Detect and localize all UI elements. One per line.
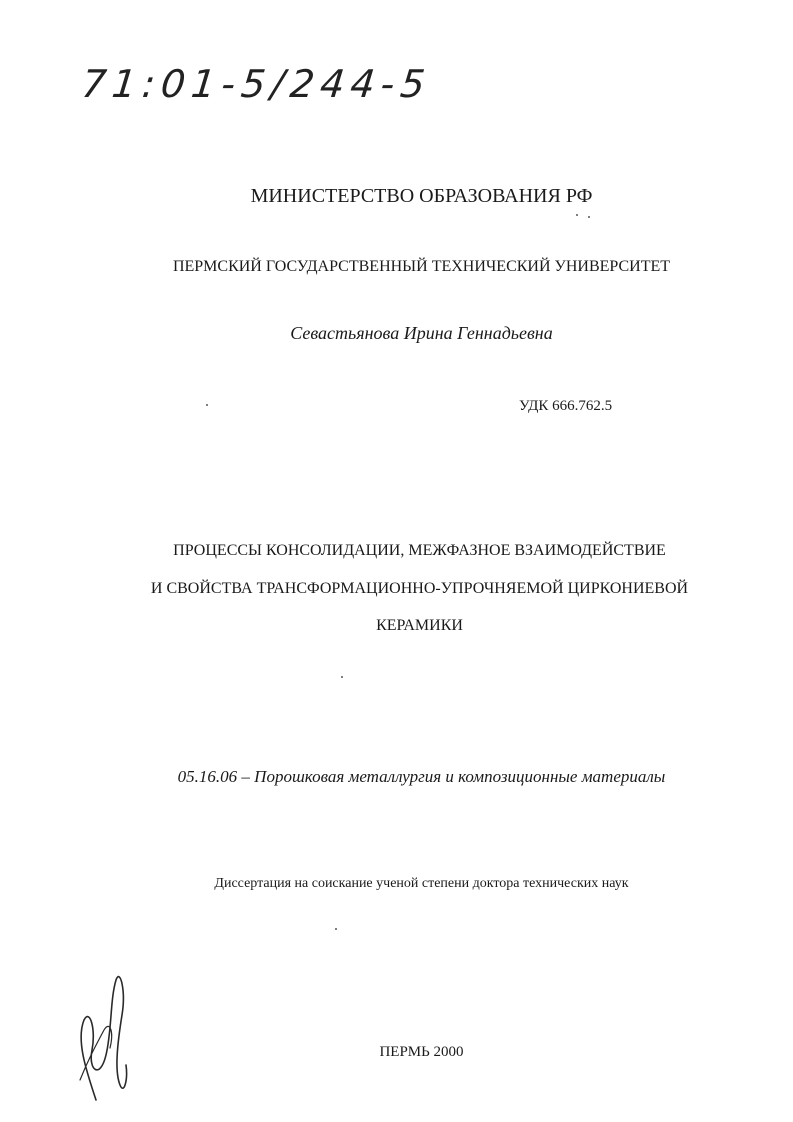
ministry-heading: МИНИСТЕРСТВО ОБРАЗОВАНИЯ РФ <box>250 185 593 207</box>
author-name: Севастьянова Ирина Геннадьевна <box>290 323 553 343</box>
scan-speck <box>206 404 208 406</box>
udc-code: УДК 666.762.5 <box>519 398 613 414</box>
scan-speck <box>341 676 343 678</box>
scan-speck <box>588 216 590 218</box>
handwritten-signature <box>66 960 146 1110</box>
university-name: ПЕРМСКИЙ ГОСУДАРСТВЕННЫЙ ТЕХНИЧЕСКИЙ УНИВЕРСИТЕТ <box>172 258 671 275</box>
scan-speck <box>335 928 337 930</box>
scan-speck <box>576 214 578 216</box>
city-year: ПЕРМЬ 2000 <box>379 1044 464 1060</box>
dissertation-title-line-2: И СВОЙСТВА ТРАНСФОРМАЦИОННО-УПРОЧНЯЕМОЙ ЦИРКОНИЕВОЙ <box>150 580 689 597</box>
dissertation-title-line-3: КЕРАМИКИ <box>376 617 463 634</box>
handwritten-archive-code: 71:01-5/244-5 <box>79 62 433 106</box>
dissertation-title-line-1: ПРОЦЕССЫ КОНСОЛИДАЦИИ, МЕЖФАЗНОЕ ВЗАИМОДЕЙСТВИЕ <box>173 542 666 559</box>
dissertation-degree-note: Диссертация на соискание ученой степени доктора технических наук <box>214 876 629 891</box>
specialty-code: 05.16.06 – Порошковая металлургия и композиционные материалы <box>177 767 666 786</box>
